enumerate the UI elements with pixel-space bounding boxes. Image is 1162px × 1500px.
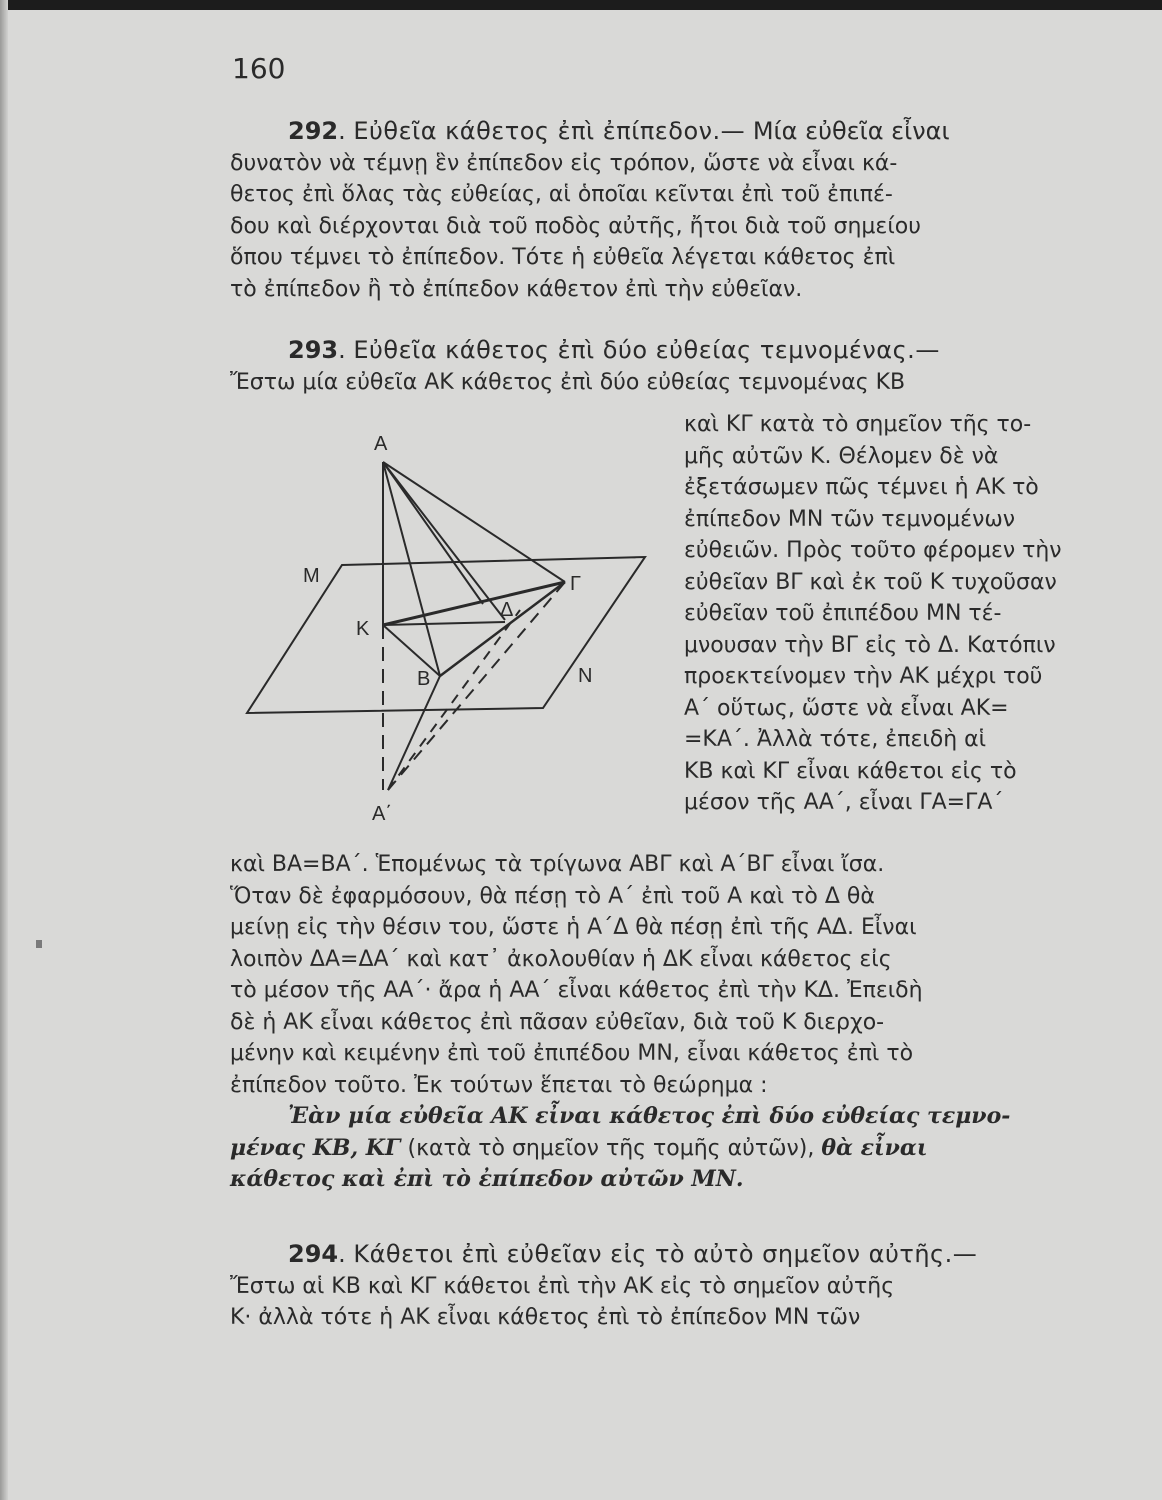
section-293-body bbox=[230, 849, 1130, 1196]
line-ad bbox=[383, 462, 505, 620]
wrap-line: ἐξετάσωμεν πῶς τέμνει ἡ ΑΚ τὸ bbox=[684, 475, 1039, 500]
wrap-line: =ΚΑ΄. Ἀλλὰ τότε, ἐπειδὴ αἱ bbox=[684, 727, 987, 752]
section-292-line-0: Μία εὐθεῖα εἶναι bbox=[752, 117, 950, 145]
section-293-wrap-column bbox=[684, 409, 1130, 819]
theorem-text-2b: (κατὰ τὸ σημεῖον τῆς τομῆς αὐτῶν), bbox=[400, 1135, 822, 1161]
section-293-first-line: Ἔστω μία εὐθεῖα ΑΚ κάθετος ἐπὶ δύο εὐθείας τεμνομένας ΚΒ bbox=[230, 369, 906, 395]
theorem-line-1 bbox=[230, 1101, 1130, 1133]
label-d: Δ bbox=[500, 599, 514, 621]
scan-edge-left bbox=[0, 0, 8, 1500]
theorem-text-3: κάθετος καὶ ἐπὶ τὸ ἐπίπεδον αὐτῶν ΜΝ. bbox=[230, 1166, 744, 1192]
wrap-line: Α΄ οὕτως, ὥστε νὰ εἶναι ΑΚ= bbox=[684, 695, 1009, 721]
wrap-line: εὐθεῖαν ΒΓ καὶ ἐκ τοῦ Κ τυχοῦσαν bbox=[684, 569, 1057, 595]
line-a-prime-b bbox=[388, 676, 440, 790]
section-292-line-4: ὅπου τέμνει τὸ ἐπίπεδον. Τότε ἡ εὐθεῖα λέγεται κάθετος ἐπὶ bbox=[230, 245, 896, 270]
section-294-number: 294 bbox=[288, 1240, 339, 1268]
section-292-heading: 292. Εὐθεῖα κάθετος ἐπὶ ἐπίπεδον.— Μία εὐθεῖα εἶναι bbox=[288, 117, 950, 145]
wrap-line: εὐθεῖαν τοῦ ἐπιπέδου ΜΝ τέ- bbox=[684, 601, 1002, 626]
scan-edge-top bbox=[0, 0, 1162, 10]
section-294-heading: 294. Κάθετοι ἐπὶ εὐθεῖαν εἰς τὸ αὐτὸ σημεῖον αὐτῆς.— bbox=[288, 1240, 978, 1268]
section-292-line-3: δου καὶ διέρχονται διὰ τοῦ ποδὸς αὐτῆς, ἤτοι διὰ τοῦ σημείου bbox=[230, 213, 921, 239]
theorem-line-3 bbox=[230, 1164, 1130, 1196]
wrap-line: εὐθειῶν. Πρὸς τοῦτο φέρομεν τὴν bbox=[684, 538, 1062, 563]
body-line: δὲ ἡ ΑΚ εἶναι κάθετος ἐπὶ πᾶσαν εὐθεῖαν, διὰ τοῦ Κ διερχο- bbox=[230, 1009, 885, 1035]
margin-mark bbox=[36, 940, 42, 948]
section-293-title: Εὐθεῖα κάθετος ἐπὶ δύο εὐθείας τεμνομένας.— bbox=[353, 336, 940, 364]
section-294-line-0: Ἔστω αἱ ΚΒ καὶ ΚΓ κάθετοι ἐπὶ τὴν ΑΚ εἰς τὸ σημεῖον αὐτῆς bbox=[230, 1273, 895, 1299]
label-k: Κ bbox=[356, 618, 370, 640]
label-b: Β bbox=[417, 668, 431, 690]
section-292-line-2: θετος ἐπὶ ὅλας τὰς εὐθείας, αἱ ὁποῖαι κεῖνται ἐπὶ τοῦ ἐπιπέ- bbox=[230, 182, 893, 207]
section-293-intro bbox=[230, 335, 1130, 398]
label-a-prime: Α΄ bbox=[372, 803, 392, 825]
label-g: Γ bbox=[570, 573, 582, 595]
line-a-prime-d bbox=[388, 610, 520, 790]
label-n: Ν bbox=[578, 665, 593, 687]
body-line: Ὅταν δὲ ἐφαρμόσουν, θὰ πέσῃ τὸ Α΄ ἐπὶ τοῦ Α καὶ τὸ Δ θὰ bbox=[230, 883, 875, 909]
theorem-text-1: Ἐὰν μία εὐθεῖα ΑΚ εἶναι κάθετος ἐπὶ δύο εὐθείας τεμνο- bbox=[288, 1103, 1011, 1129]
wrap-line: μνουσαν τὴν ΒΓ εἰς τὸ Δ. Κατόπιν bbox=[684, 632, 1056, 658]
theorem-text-2a: μένας ΚΒ, ΚΓ bbox=[230, 1134, 401, 1161]
wrap-line: μέσον τῆς ΑΑ΄, εἶναι ΓΑ=ΓΑ΄ bbox=[684, 790, 1004, 815]
section-292-line-1: δυνατὸν νὰ τέμνῃ ἓν ἐπίπεδον εἰς τρόπον, ὥστε νὰ εἶναι κά- bbox=[230, 150, 898, 176]
section-293-number: 293 bbox=[288, 336, 339, 364]
wrap-line: καὶ ΚΓ κατὰ τὸ σημεῖον τῆς το- bbox=[684, 412, 1032, 437]
label-m: Μ bbox=[303, 565, 320, 587]
line-kb bbox=[383, 625, 440, 676]
body-line: καὶ ΒΑ=ΒΑ΄. Ἑπομένως τὰ τρίγωνα ΑΒΓ καὶ Α΄ΒΓ εἶναι ἴσα. bbox=[230, 852, 885, 877]
body-line: λοιπὸν ΔΑ=ΔΑ΄ καὶ κατ᾽ ἀκολουθίαν ἡ ΔΚ εἶναι κάθετος εἰς bbox=[230, 946, 892, 972]
section-292 bbox=[230, 116, 1130, 305]
line-ad2 bbox=[383, 462, 483, 604]
section-294-title: Κάθετοι ἐπὶ εὐθεῖαν εἰς τὸ αὐτὸ σημεῖον αὐτῆς.— bbox=[353, 1240, 978, 1268]
body-line: τὸ μέσον τῆς ΑΑ΄· ἄρα ἡ ΑΑ΄ εἶναι κάθετος ἐπὶ τὴν ΚΔ. Ἐπειδὴ bbox=[230, 978, 923, 1003]
wrap-line: μῆς αὐτῶν Κ. Θέλομεν δὲ νὰ bbox=[684, 443, 999, 469]
line-a-prime-g bbox=[388, 582, 565, 790]
label-a: Α bbox=[374, 433, 388, 455]
section-292-number: 292 bbox=[288, 117, 339, 145]
body-line: μένην καὶ κειμένην ἐπὶ τοῦ ἐπιπέδου ΜΝ, εἶναι κάθετος ἐπὶ τὸ bbox=[230, 1041, 914, 1066]
section-294-line-1: Κ· ἀλλὰ τότε ἡ ΑΚ εἶναι κάθετος ἐπὶ τὸ ἐπίπεδον ΜΝ τῶν bbox=[230, 1305, 861, 1330]
section-294 bbox=[230, 1239, 1130, 1334]
body-line: ἐπίπεδον τοῦτο. Ἐκ τούτων ἕπεται τὸ θεώρημα : bbox=[230, 1072, 768, 1098]
geometry-figure bbox=[240, 425, 680, 825]
wrap-line: ΚΒ καὶ ΚΓ εἶναι κάθετοι εἰς τὸ bbox=[684, 758, 1017, 784]
body-line: μείνῃ εἰς τὴν θέσιν του, ὥστε ἡ Α΄Δ θὰ πέσῃ ἐπὶ τῆς ΑΔ. Εἶναι bbox=[230, 915, 917, 940]
section-292-title: Εὐθεῖα κάθετος ἐπὶ ἐπίπεδον.— bbox=[353, 117, 746, 145]
line-kd bbox=[383, 622, 505, 625]
theorem-text-2c: θὰ εἶναι bbox=[821, 1134, 928, 1161]
section-292-line-5: τὸ ἐπίπεδον ἢ τὸ ἐπίπεδον κάθετον ἐπὶ τὴν εὐθεῖαν. bbox=[230, 276, 803, 302]
wrap-line: προεκτείνομεν τὴν ΑΚ μέχρι τοῦ bbox=[684, 664, 1043, 689]
page-number: 160 bbox=[232, 52, 286, 85]
section-293-heading: 293. Εὐθεῖα κάθετος ἐπὶ δύο εὐθείας τεμνομένας.— bbox=[288, 336, 940, 364]
wrap-line: ἐπίπεδον ΜΝ τῶν τεμνομένων bbox=[684, 506, 1016, 532]
theorem-line-2 bbox=[230, 1133, 1130, 1165]
